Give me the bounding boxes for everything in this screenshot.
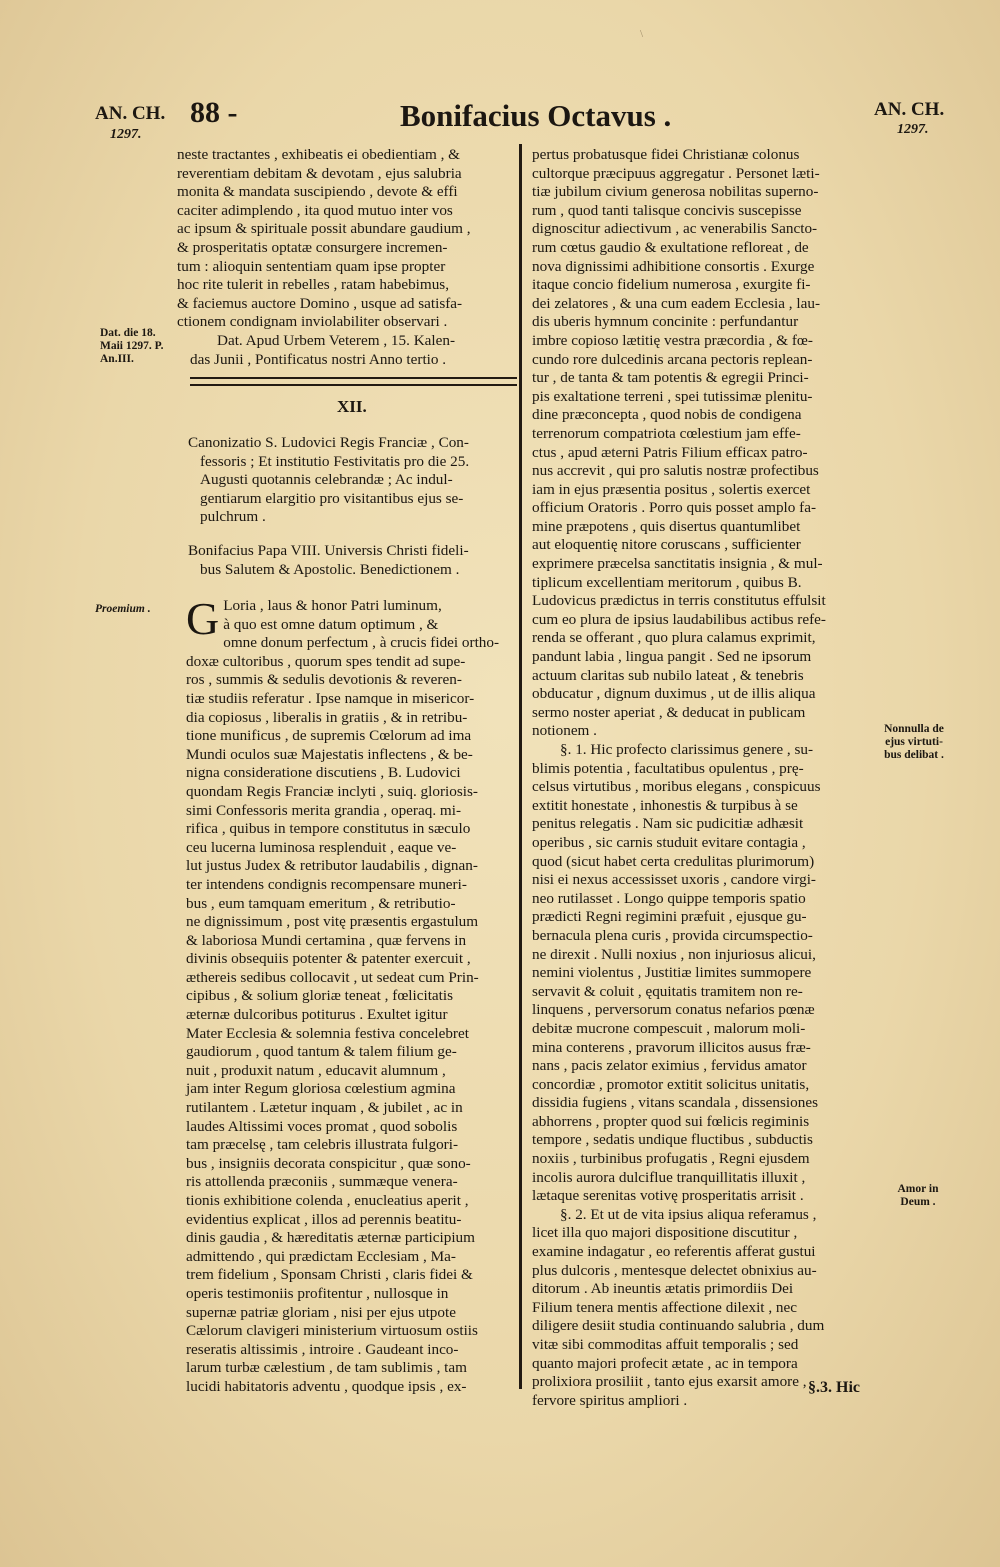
text-line: notionem . — [532, 722, 597, 740]
text-line: lætaque serenitas votivę prosperitatis arrisit . — [532, 1187, 804, 1205]
text-line: neste tractantes , exhibeatis ei obedientiam , & — [177, 146, 460, 163]
text-line: Bonifacius Papa VIII. Universis Christi fideli- — [188, 542, 469, 559]
text-line: exprimere præcelsa sanctitatis insignia , & mul- — [532, 555, 823, 573]
text-line: cultorque præcipuus aggregatur . Personet læti- — [532, 164, 820, 182]
text-line: Filium tenera mentis affectione dilexit , nec — [532, 1298, 797, 1316]
text-line: aut eloquentię nitore coruscans , sufficienter — [532, 536, 801, 554]
text-line: pertus probatusque fidei Christianæ colonus — [532, 146, 800, 163]
text-line: ac ipsum & spirituale possit abundare gaudium , — [177, 220, 471, 238]
text-line: rifica , quibus in tempore constitutus in sæculo — [186, 820, 471, 838]
text-line: diligere desiit studia continuando salubria , dum — [532, 1317, 825, 1335]
text-line: à quo est omne datum optimum , & — [223, 615, 439, 633]
text-line: jam inter Regum gloriosa cœlestium agmina — [186, 1080, 456, 1098]
text-line: Dat. Apud Urbem Veterem , 15. Kalen- — [217, 331, 456, 349]
text-line: bus Salutem & Apostolic. Benedictionem . — [200, 560, 460, 578]
margin-note-virtues — [874, 723, 954, 762]
text-line: linquens , perversorum conatus nefarios pœnæ — [532, 1001, 815, 1019]
text-line: tum : alioquin sententiam quam ipse propter — [177, 257, 446, 275]
right-column-text — [532, 146, 870, 1410]
text-line: noxiis , turbinibus profugatis , Regni ejusdem — [532, 1150, 810, 1168]
salutation — [188, 542, 516, 579]
text-line: nisi ei nexus accessisset uxoris , candore virgi- — [532, 871, 816, 889]
text-line: omne donum perfectum , à crucis fidei ortho- — [223, 634, 500, 652]
text-line: bus , eum tamquam emeritum , & retributio- — [186, 894, 456, 912]
text-line: imbre copioso lætitię vestra præcordia , & fœ- — [532, 331, 813, 349]
margin-note-line: An.III. — [100, 353, 134, 365]
text-line: monita & mandata suscipiendo , devote & effi — [177, 183, 458, 201]
text-line: tempore , sedatis undique fluctibus , subductis — [532, 1131, 813, 1149]
text-line: mine præpotens , quis disertus quantumlibet — [532, 517, 801, 535]
text-line: renda se offerant , quo plura calamus exprimit, — [532, 629, 816, 647]
text-line: nans , pacis zelator eximius , fervidus amator — [532, 1057, 807, 1075]
text-line: lucidi habitatoris adventu , quodque ipsis , ex- — [186, 1377, 467, 1395]
text-line: nigna consideratione discutiens , B. Ludovici — [186, 764, 461, 782]
left-column-top-text — [177, 146, 513, 369]
margin-note-line: Nonnulla de — [884, 723, 944, 735]
text-line: nus accrevit , qui pro salutis nostræ profectibus — [532, 462, 819, 480]
margin-note-line: bus delibat . — [884, 749, 944, 761]
text-line: rutilantem . Lætetur inquam , & jubilet , ac in — [186, 1099, 463, 1117]
text-line: trem fidelium , Sponsam Christi , claris fidei & — [186, 1266, 473, 1284]
text-line: tione munificus , de supremis Cœlorum ad ima — [186, 727, 472, 745]
text-line: nuit , produxit natum , educavit alumnum , — [186, 1061, 446, 1079]
text-line: celsus virtutibus , moribus elegans , conspicuus — [532, 778, 821, 796]
text-line: debitæ mucrone compescuit , malorum moli- — [532, 1019, 806, 1037]
text-line: Loria , laus & honor Patri luminum, — [223, 597, 442, 614]
text-line: bernacula plena curis , provida circumspectio- — [532, 926, 813, 944]
text-line: concordiæ , promotor extitit solicitus unitatis, — [532, 1075, 810, 1093]
text-line: ditorum . Ab ineuntis ætatis primordiis Dei — [532, 1280, 794, 1298]
text-line: licet illa quo majori dispositione discutitur , — [532, 1224, 798, 1242]
text-line: laudes Altissimi voces promat , quod sobolis — [186, 1117, 458, 1135]
text-line: dis uberis hymnum concinite : perfundantur — [532, 313, 799, 331]
text-line: das Junii , Pontificatus nostri Anno tertio . — [190, 350, 447, 368]
margin-note-line: Maii 1297. P. — [100, 340, 164, 352]
text-line: §. 1. Hic profecto clarissimus genere , su- — [560, 741, 814, 758]
text-line: & laboriosa Mundi certamina , quæ fervens in — [186, 931, 467, 949]
text-line: examine indagatur , eo referentis afferat gustui — [532, 1243, 816, 1261]
text-line: gaudiorum , quod tantum & talem filium ge- — [186, 1043, 457, 1061]
text-line: plus dulcoris , mentesque delectet obnixius au- — [532, 1261, 817, 1279]
text-line: operis testimoniis profitentur , nullosque in — [186, 1284, 449, 1302]
text-line: cundo rore dulcedinis arcana pectoris replean- — [532, 350, 813, 368]
text-line: operibus , sic carnis studuit evitare contagia , — [532, 833, 806, 851]
text-line: penitus relegatis . Nam sic pudicitiæ adhæsit — [532, 815, 804, 833]
text-line: cipibus , & solium gloriæ teneat , fœlicitatis — [186, 987, 454, 1005]
text-line: quondam Regis Franciæ inclyti , suiq. gloriosis- — [186, 782, 478, 800]
text-line: hoc rite tulerit in rebelles , ratam habebimus, — [177, 276, 450, 294]
text-line: nemini violentus , Justitiæ limites summopere — [532, 964, 812, 982]
text-line: fervore spiritus ampliori . — [532, 1391, 688, 1409]
text-line: quod (sicut habet certa credulitas plurimorum) — [532, 852, 815, 870]
text-line: incolis aurora dulciflue tranquillitatis illuxit , — [532, 1168, 806, 1186]
text-line: ctus , apud æterni Patris Filium efficax patro- — [532, 443, 808, 461]
text-line: ne dignissimum , post vitę præsentis ergastulum — [186, 913, 479, 931]
text-line: reverentiam debitam & devotam , ejus salubria — [177, 164, 462, 182]
text-line: ne direxit . Nulli noxius , non injuriosus alicui, — [532, 945, 816, 963]
text-line: Canonizatio S. Ludovici Regis Franciæ , Con- — [188, 434, 469, 451]
text-line: larum turbæ cælestium , de tam sublimis , tam — [186, 1359, 467, 1377]
text-line: extitit honestate , inhonestis & turpibus à se — [532, 796, 798, 814]
section-rule — [190, 377, 517, 386]
margin-note-line: Deum . — [900, 1196, 936, 1208]
text-line: dine præconcepta , quod nobis de condigena — [532, 406, 802, 424]
text-line: Cælorum clavigeri ministerium virtuosum ostiis — [186, 1322, 478, 1340]
text-line: pulchrum . — [200, 508, 266, 526]
margin-note-line: ejus virtuti- — [885, 736, 943, 748]
text-line: rum cœtus gaudio & exultatione refloreat , de — [532, 238, 809, 256]
text-line: ros , summis & sedulis devotionis & reveren- — [186, 671, 462, 689]
canonization-heading — [188, 434, 516, 527]
text-line: dia copiosus , liberalis in gratiis , & in retribu- — [186, 708, 468, 726]
section-number: XII. — [337, 397, 367, 416]
text-line: fessoris ; Et institutio Festivitatis pro die 25. — [200, 452, 470, 470]
text-line: evidentius explicat , illos ad perennis beatitu- — [186, 1210, 462, 1228]
text-line: Ludovicus prædictus in terris constitutus effulsit — [532, 592, 826, 610]
text-line: Mater Ecclesia & solemnia festiva concelebret — [186, 1024, 469, 1042]
text-line: tionis exhibitione colenda , enucleatius aperit , — [186, 1192, 469, 1209]
header-year-label-right: AN. CH. — [874, 99, 945, 120]
text-line: obducatur , dignum duximus , ut de illis aliqua — [532, 685, 816, 703]
text-line: tiæ studiis referatur . Ipse namque in misericor- — [186, 689, 475, 707]
drop-cap: G — [186, 593, 220, 644]
margin-note-date — [100, 327, 178, 366]
text-line: supernæ patriæ gloriam , nisi per ejus utpote — [186, 1303, 456, 1321]
text-line: nova dignissimi adhibitione consortis . Exurge — [532, 257, 815, 275]
text-line: Augusti quotannis celebrandæ ; Ac indul- — [200, 471, 453, 489]
text-line: mina conterens , pravorum illicitos ausus fræ- — [532, 1038, 811, 1056]
page-number: 88 - — [190, 96, 238, 129]
header-year-label-left: AN. CH. — [95, 103, 166, 124]
margin-note-line: Dat. die 18. — [100, 327, 156, 339]
text-line: simi Confessoris merita grandia , operaq. mi- — [186, 801, 461, 819]
margin-note-line: Amor in — [897, 1183, 939, 1195]
text-line: actuum claritas sub nubilo lateat , & tenebris — [532, 666, 804, 684]
text-line: gentiarum elargitio pro visitantibus ejus se- — [200, 489, 464, 507]
text-line: §. 2. Et ut de vita ipsius aliqua referamus , — [560, 1205, 817, 1223]
text-line: admittendo , qui prædictam Ecclesiam , Ma- — [186, 1247, 456, 1265]
text-line: officium Oratoris . Porro quis posset amplo fa- — [532, 499, 817, 517]
text-line: Mundi oculos suæ Majestatis inflectens , & be- — [186, 745, 473, 763]
text-line: blimis potentia , facultatibus opulentus , prę- — [532, 759, 804, 777]
margin-note-proemium: Proemium . — [95, 603, 151, 615]
text-line: æternæ dulcoribus potiturus . Exultet igitur — [186, 1006, 448, 1024]
text-line: itaque concio fidelium numerosa , exurgite fi- — [532, 276, 811, 294]
text-line: bus , insigniis decorata conspicitur , quæ sono- — [186, 1154, 471, 1172]
text-line: caciter adimplendo , ita quod mutuo inter vos — [177, 201, 453, 219]
header-year-left: 1297. — [110, 127, 142, 142]
header-year-right: 1297. — [897, 122, 929, 137]
text-line: pandunt labia , lingua pangit . Sed ne ipsorum — [532, 648, 812, 666]
text-line: lut justus Judex & retributor laudabilis , dignan- — [186, 857, 478, 875]
text-line: dignoscitur adiectivum , ac venerabilis Sancto- — [532, 220, 818, 238]
text-line: ceu lucerna luminosa resplenduit , eaque ve- — [186, 838, 457, 856]
column-divider — [519, 144, 522, 1389]
text-line: æthereis sedibus collocavit , ut sedeat cum Prin- — [186, 968, 479, 986]
text-line: tam præcelsę , tam celebris illustrata fulgori- — [186, 1136, 459, 1154]
text-line: divinis obsequiis potenter & patenter exercuit , — [186, 950, 471, 968]
text-line: pis exaltatione terreni , spei tutissimæ plenitu- — [532, 387, 813, 405]
text-line: iam in ejus præsentia positus , solertis exercet — [532, 480, 811, 498]
text-line: neo rutilasset . Longo quippe temporis spatio — [532, 889, 806, 907]
text-line: prolixiora prosiliit , tanto ejus exarsit amore , — [532, 1373, 807, 1391]
text-line: terrenorum compatriota cœlestium jam effe- — [532, 424, 801, 442]
text-line: reseratis altissimis , introire . Gaudeant inco- — [186, 1340, 459, 1358]
text-line: servavit & coluit , ęquitatis tramitem non re- — [532, 982, 803, 1000]
text-line: prædicti Regni regimini præfuit , ejusque gu- — [532, 908, 807, 926]
text-line: cum eo plura de ipsius laudabilibus actibus refe- — [532, 610, 826, 628]
text-line: ris attollenda præconiis , summæque venera- — [186, 1173, 458, 1191]
text-line: sermo noster aperiat , & deducat in publicam — [532, 703, 806, 721]
text-line: dei zelatores , & una cum eadem Ecclesia , lau- — [532, 294, 821, 312]
text-line: & prosperitatis optatæ consurgere incremen- — [177, 238, 448, 256]
text-line: doxæ cultoribus , quorum spes tendit ad supe- — [186, 652, 466, 670]
text-line: tur , de tanta & tam potentis & egregii Princi- — [532, 369, 809, 387]
text-line: tiæ jubilum civium generosa nobilitas superno- — [532, 183, 819, 201]
text-line: & faciemus auctore Domino , usque ad satisfa- — [177, 294, 463, 312]
text-line: ctionem condignam inviolabiliter observari . — [177, 313, 448, 331]
catchword: §.3. Hic — [808, 1379, 860, 1396]
text-line: vitæ sibi commoditas affuit temporalis ; sed — [532, 1336, 799, 1353]
bull-body-left — [186, 593, 516, 1397]
text-line: dissidia fugiens , vitans scandala , dissensiones — [532, 1094, 818, 1112]
paper-spot: \ — [640, 28, 644, 40]
text-line: tiplicum excellentiam meritorum , quibus B. — [532, 573, 802, 591]
text-line: rum , quod tanti talisque concivis suscepisse — [532, 201, 802, 219]
text-line: quanto majori profecit ætate , ac in tempora — [532, 1354, 798, 1372]
text-line: dinis gaudia , & hæreditatis æternæ participium — [186, 1229, 475, 1247]
text-line: abhorrens , propter quod sui fœlicis regiminis — [532, 1112, 810, 1130]
running-title: Bonifacius Octavus . — [400, 98, 672, 133]
margin-note-love — [878, 1183, 958, 1209]
text-line: ter intendens condignis recompensare muneri- — [186, 875, 467, 893]
